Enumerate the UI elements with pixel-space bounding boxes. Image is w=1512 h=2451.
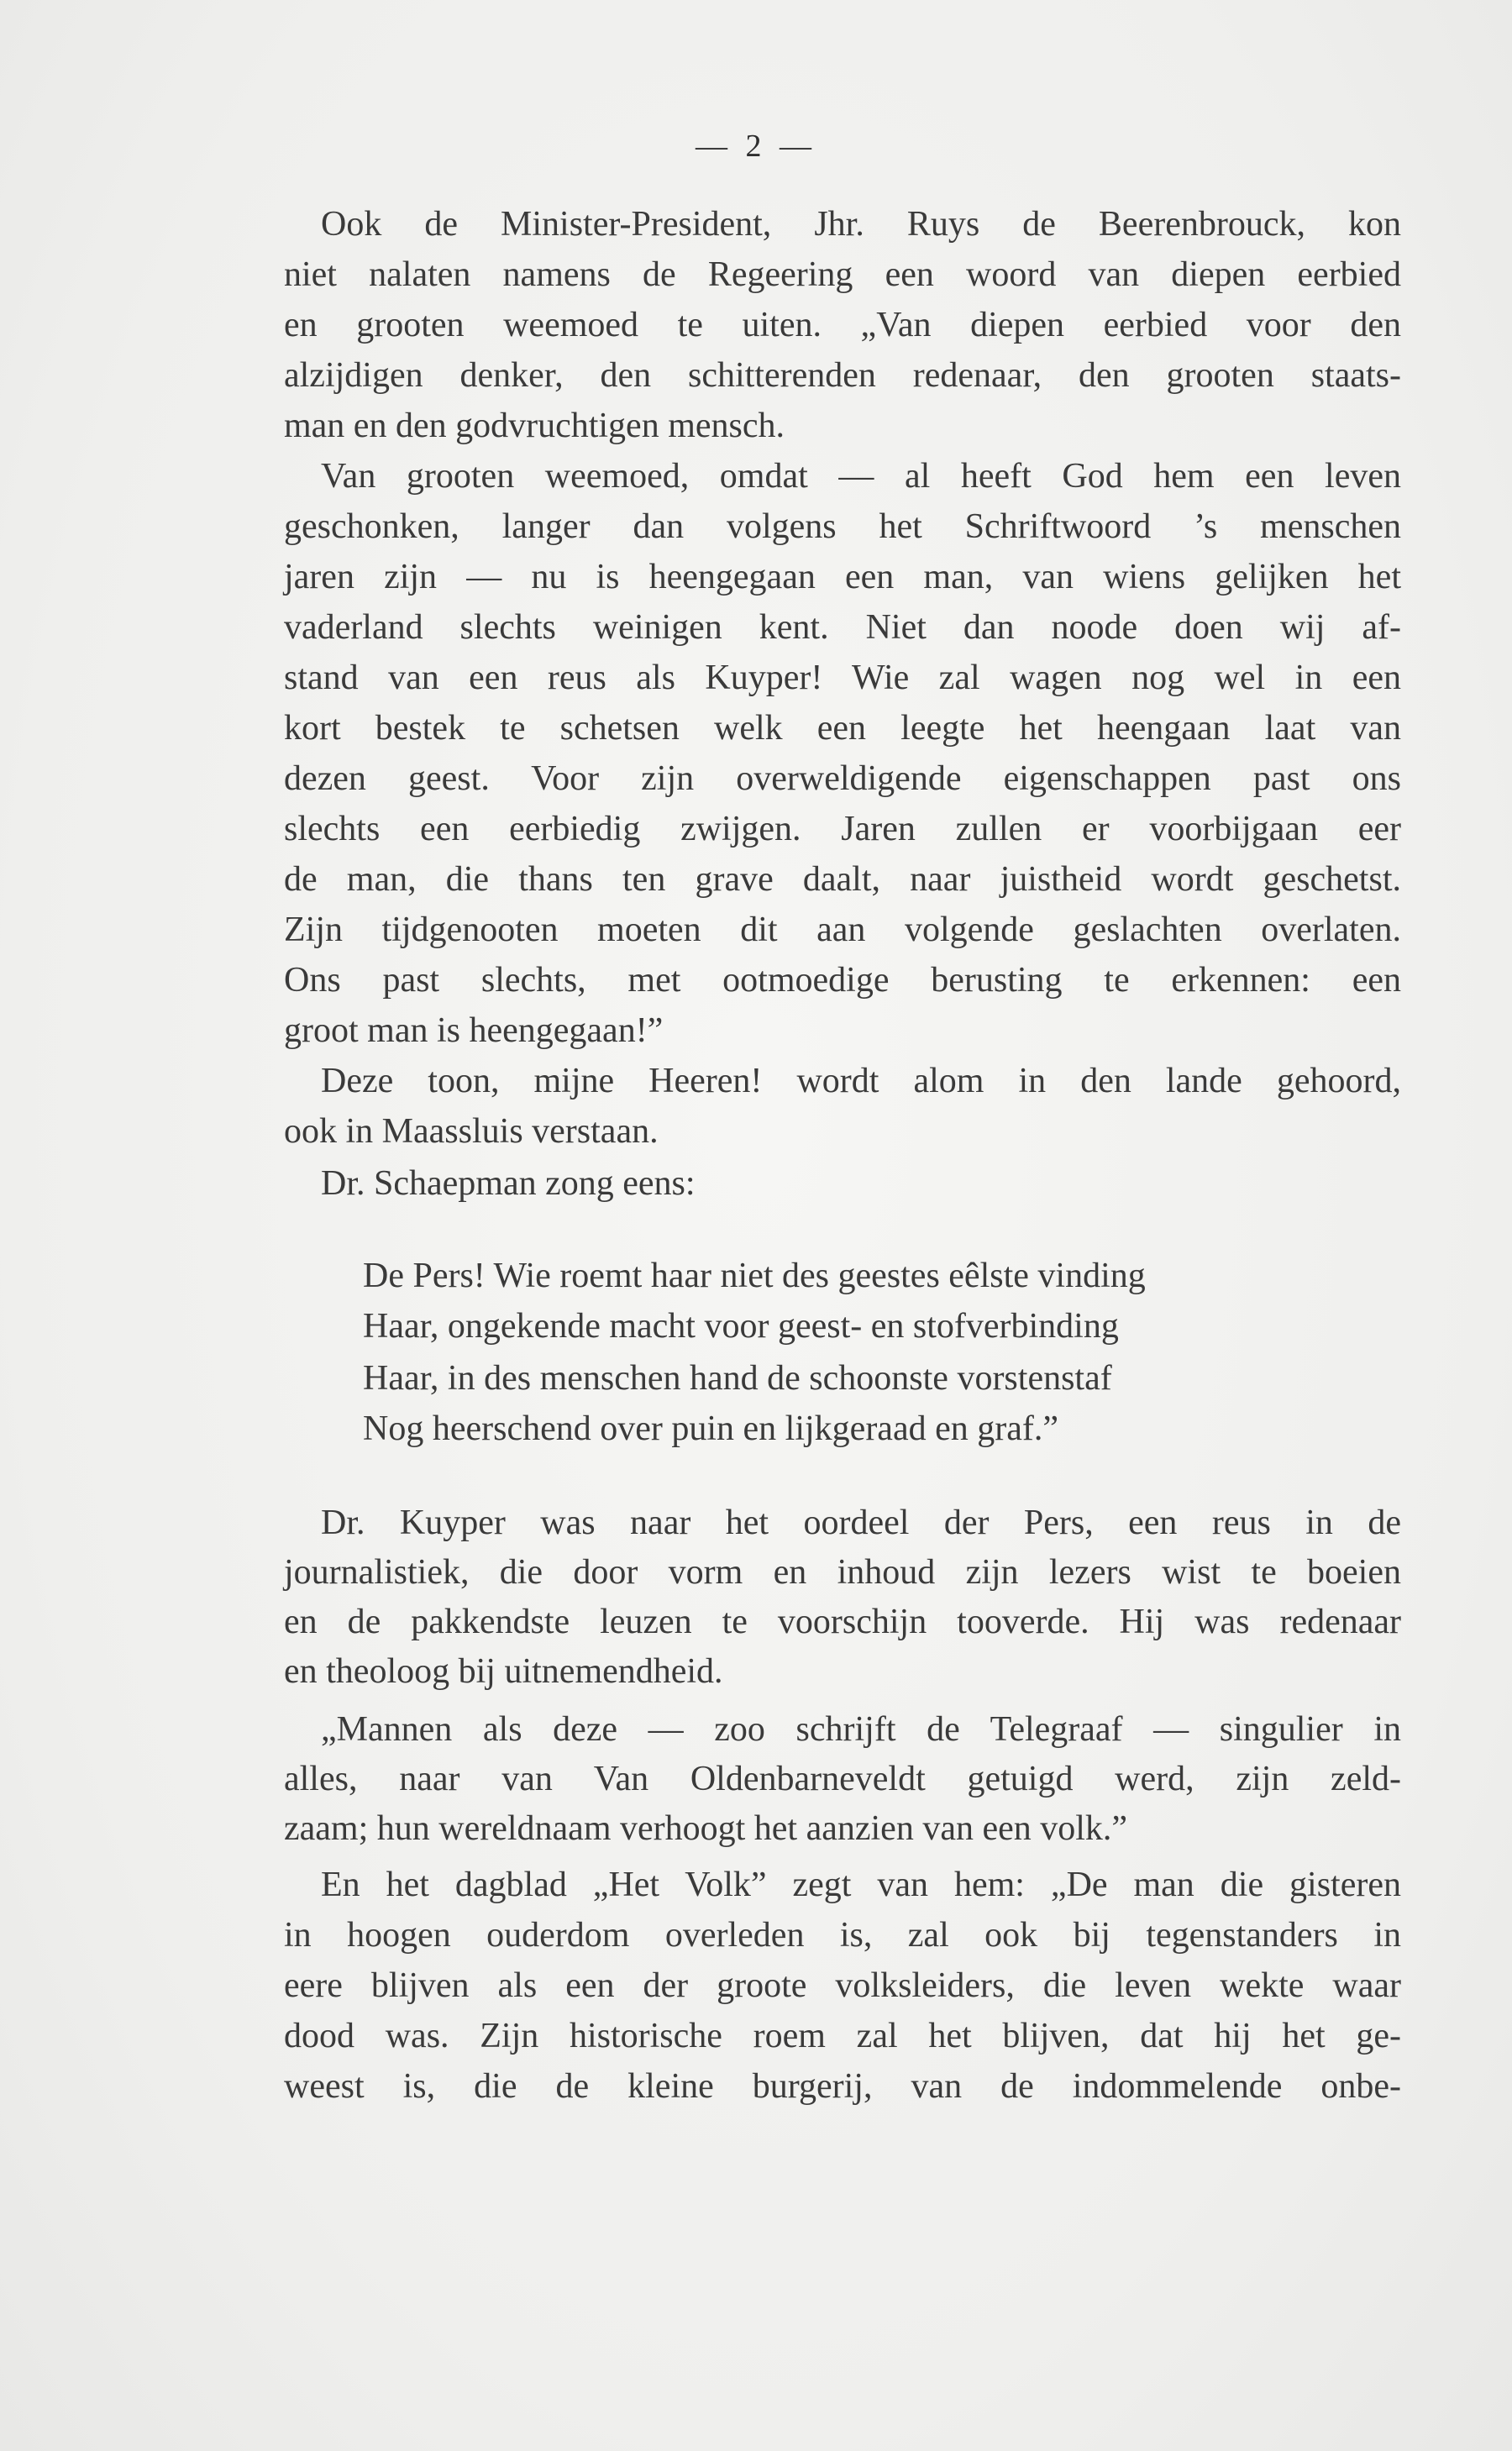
poem-line: Haar, ongekende macht voor geest- en stofverbinding bbox=[363, 1307, 1119, 1346]
text-line: Ook de Minister-President, Jhr. Ruys de Beerenbrouck, kon bbox=[321, 205, 1401, 244]
text-line: ook in Maassluis verstaan. bbox=[284, 1112, 659, 1151]
poem-line: Nog heerschend over puin en lijkgeraad en graf.” bbox=[363, 1409, 1058, 1448]
text-line: en de pakkendste leuzen te voorschijn tooverde. Hij was redenaar bbox=[284, 1603, 1401, 1641]
text-line: Ons past slechts, met ootmoedige berusting te erkennen: een bbox=[284, 961, 1401, 1000]
text-line: groot man is heengegaan!” bbox=[284, 1011, 664, 1050]
text-line: dezen geest. Voor zijn overweldigende eigenschappen past ons bbox=[284, 759, 1401, 798]
text-line: journalistiek, die door vorm en inhoud zijn lezers wist te boeien bbox=[284, 1553, 1401, 1592]
text-line: Zijn tijdgenooten moeten dit aan volgende geslachten overlaten. bbox=[284, 911, 1401, 949]
text-line: Van grooten weemoed, omdat — al heeft God hem een leven bbox=[321, 457, 1401, 496]
text-line: eere blijven als een der groote volksleiders, die leven wekte waar bbox=[284, 1966, 1401, 2005]
text-line: in hoogen ouderdom overleden is, zal ook bij tegenstanders in bbox=[284, 1916, 1401, 1955]
poem-line: De Pers! Wie roemt haar niet des geestes eêlste vinding bbox=[363, 1257, 1146, 1295]
text-line: Dr. Kuyper was naar het oordeel der Pers, een reus in de bbox=[321, 1504, 1401, 1542]
text-line: geschonken, langer dan volgens het Schriftwoord ’s menschen bbox=[284, 507, 1401, 546]
text-line: man en den godvruchtigen mensch. bbox=[284, 407, 785, 445]
text-line: jaren zijn — nu is heengegaan een man, van wiens gelijken het bbox=[284, 558, 1401, 596]
text-line: niet nalaten namens de Regeering een woord van diepen eerbied bbox=[284, 255, 1401, 294]
text-line: en theoloog bij uitnemendheid. bbox=[284, 1652, 723, 1691]
text-line: kort bestek te schetsen welk een leegte het heengaan laat van bbox=[284, 709, 1401, 748]
text-line: slechts een eerbiedig zwijgen. Jaren zullen er voorbijgaan eer bbox=[284, 810, 1401, 848]
text-line: Deze toon, mijne Heeren! wordt alom in den lande gehoord, bbox=[321, 1062, 1401, 1100]
text-line: vaderland slechts weinigen kent. Niet dan noode doen wij af- bbox=[284, 608, 1401, 647]
text-line: en grooten weemoed te uiten. „Van diepen eerbied voor den bbox=[284, 306, 1401, 344]
text-line: Dr. Schaepman zong eens: bbox=[321, 1164, 696, 1203]
text-line: weest is, die de kleine burgerij, van de indommelende onbe- bbox=[284, 2067, 1401, 2106]
poem-line: Haar, in des menschen hand de schoonste vorstenstaf bbox=[363, 1359, 1112, 1398]
text-line: alzijdigen denker, den schitterenden redenaar, den grooten staats- bbox=[284, 356, 1401, 395]
text-line: zaam; hun wereldnaam verhoogt het aanzien van een volk.” bbox=[284, 1809, 1128, 1848]
text-line: stand van een reus als Kuyper! Wie zal wagen nog wel in een bbox=[284, 659, 1401, 697]
text-line: En het dagblad „Het Volk” zegt van hem: „De man die gisteren bbox=[321, 1866, 1401, 1904]
page-number: — 2 — bbox=[696, 129, 816, 164]
text-line: de man, die thans ten grave daalt, naar juistheid wordt geschetst. bbox=[284, 860, 1401, 899]
text-line: „Mannen als deze — zoo schrijft de Telegraaf — singulier in bbox=[321, 1710, 1401, 1749]
text-line: dood was. Zijn historische roem zal het blijven, dat hij het ge- bbox=[284, 2017, 1401, 2055]
text-line: alles, naar van Van Oldenbarneveldt getuigd werd, zijn zeld- bbox=[284, 1760, 1401, 1798]
